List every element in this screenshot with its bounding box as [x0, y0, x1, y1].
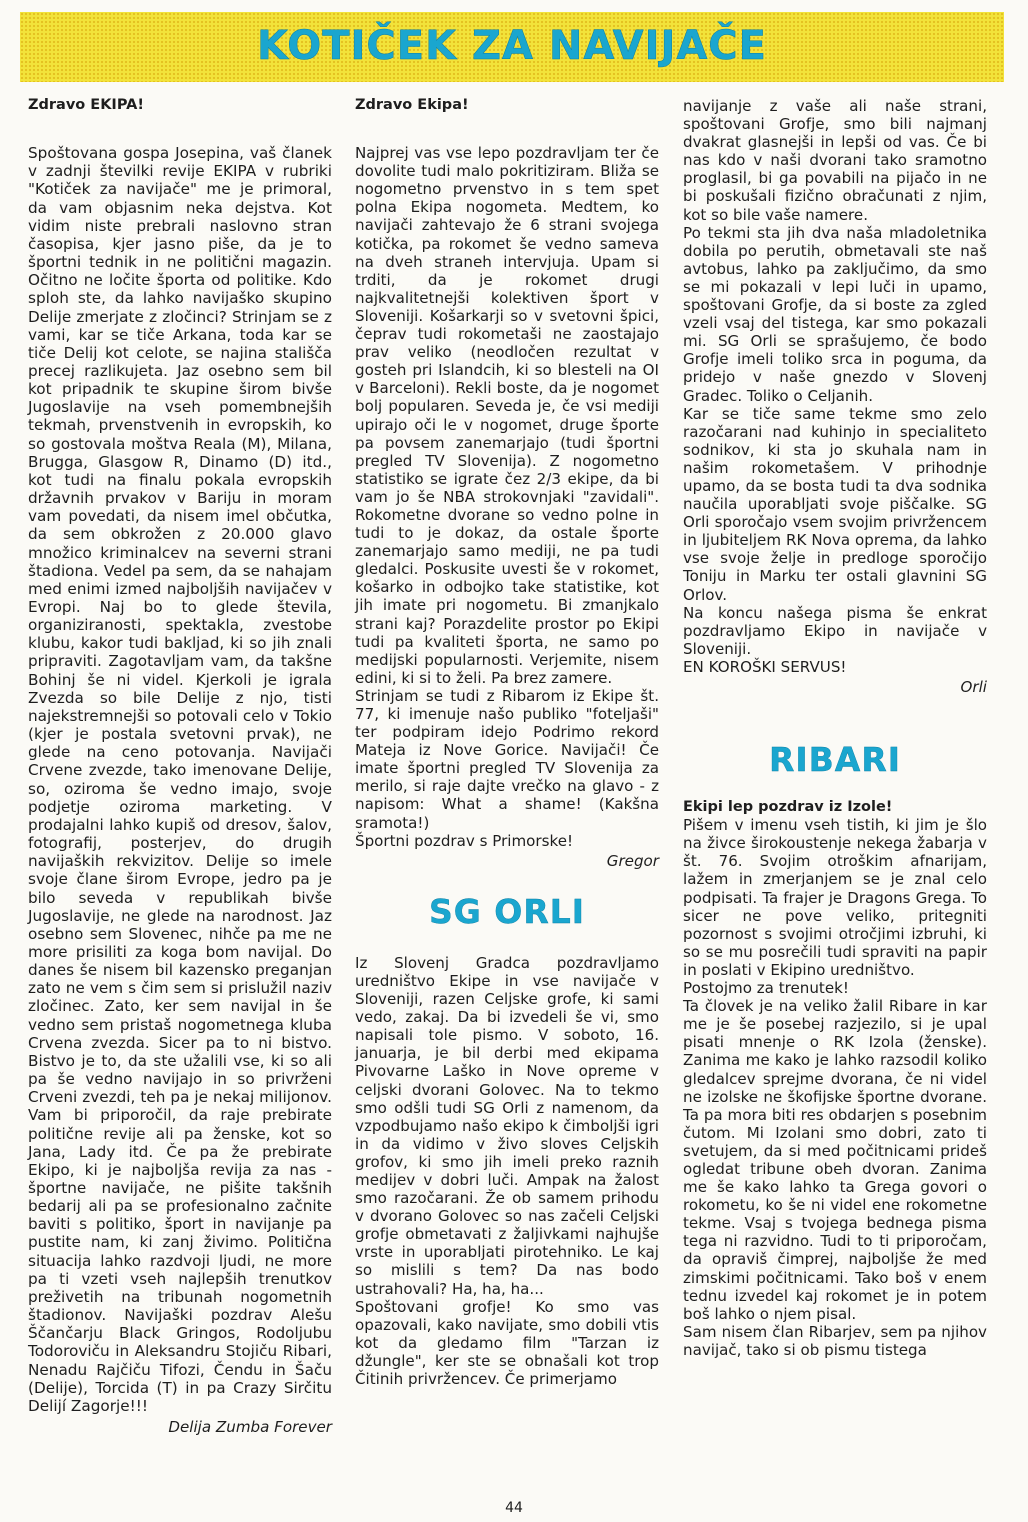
- letter-paragraph: Športni pozdrav s Primorske!: [355, 831, 574, 850]
- letter-greeting: Zdravo Ekipa!: [355, 97, 469, 113]
- section-title-sg-orli: SG ORLI: [428, 891, 586, 931]
- section-title-ribari: RIBARI: [768, 740, 902, 780]
- letter-paragraph: EN KOROŠKI SERVUS!: [683, 657, 847, 676]
- header-banner: [20, 12, 1004, 82]
- letter-paragraph: Spoštovana gospa Josepina, vaš članek v zadnji številki revije EKIPA v rubriki "Kotiček za navijače" me je primoral, da vam objasnim neka dejstva. Kot vidim niste prebrali naslovno stran časopisa, kjer jasno piše, da je to športni tednik in ne politični magazin. Očitno ne ločite športa od politike. Kdo sploh ste, da lahko navijaško skupino Delije zmerjate z zločinci? Strinjam se z vami, kar se tiče Arkana, toda kar se tiče Delij kot celote, se najina stališča precej razlikujeta. Jaz osebno sem bil kot pripadnik te skupine širom bivše Jugoslavije na vseh pomembnejših tekmah, prvenstvenih in evropskih, ko so gostovala moštva Reala (M), Milana, Brugga, Glasgow R, Dinamo (D) itd., kot tudi na finalu pokala evropskih državnih prvakov v Bariju in moram vam povedati, da nisem imel občutka, da sem obkrožen z 20.000 glavo množico kriminalcev na severni strani štadiona. Vedel pa sem, da se nahajam med enimi izmed najboljših navijačev v Evropi. Naj bo to glede števila, organiziranosti, spektakla, zvestobe klubu, kakor tudi bakljad, ki so jih znali pripraviti. Zagotavljam vam, da takšne Bohinj še ni videl. Kjerkoli je igrala Zvezda so bile Delije z njo, tisti najekstremnejši so potovali celo v Tokio (kjer je postala svetovni prvak), ne glede na ceno potovanja. Navijači Crvene zvezde, tako imenovane Delije, so, oziroma še vedno imajo, svoje podjetje oziroma marketing. V prodajalni lahko kupiš od dresov, šalov, fotografij, posterjev, do drugih navijaških rekvizitov. Delije so imele svoje člane širom Evrope, jedro pa je bilo seveda v republikah bivše Jugoslavije, ne glede na narodnost. Jaz osebno sem Slovenec, nihče pa me ne more prisiliti za koga bom navijal. Do danes še nisem bil kazensko preganjan zato ne vem s čim sem si prislužil naziv zločinec. Zato, ker sem navijal in še vedno sem pristaš nogometnega kluba Crvena zvezda. Sicer pa to ni bistvo. Bistvo je to, da ste užalili vse, ki so ali pa še vedno navijajo in so privrženi Crveni zvezdi, teh pa je nekaj milijonov. Vam bi priporočil, da raje prebirate politične revije ali pa ženske, kot so Jana, Lady itd. Če pa že prebirate Ekipo, ki je najboljša revija za nas - športne navijače, ne pišite takšnih bedarij ali pa se profesionalno začnite baviti s politiko, šport in navijanje pa pustite nam, ki zanj živimo. Politična situacija lahko razdvoji ljudi, ne more pa ti vzeti vseh najlepših trenutkov preživetih na tribunah nogometnih štadionov. Navijaški pozdrav Alešu Ščančarju Black Gringos, Rodoljubu Todoroviču in Aleksandru Stojiču Ribari, Nenadu Rajčiču Tifozi, Čendu in Šaču (Delije), Torcida (T) in pa Crazy Sirčitu Delijí Zagorje!!!: [28, 144, 332, 1415]
- letter-paragraph: Kar se tiče same tekme smo zelo razočarani nad kuhinjo in specialiteto sodnikov, ki sta jo skuhala nam in našim rokometašem. V prihodnje upamo, da se bosta tudi ta dva sodnika naučila uporabljati svoje piščalke. SG Orli sporočajo vsem svojim privržencem in ljubiteljem RK Nova oprema, da lahko vse svoje želje in predloge sporočijo Toniju in Marku ter ostali glavnini SG Orlov.: [683, 404, 987, 604]
- letter-paragraph: Najprej vas vse lepo pozdravljam ter če dovolite tudi malo pokritiziram. Bliža se nogometno prvenstvo in s tem spet polna Ekipa nogometa. Medtem, ko navijači zahtevajo že 6 strani svojega kotička, pa rokomet še vedno sameva na dveh straneh intervjuja. Upam si trditi, da je rokomet drugi najkvalitetnejši kolektiven šport v Sloveniji. Košarkarji so v svetovni špici, čeprav tudi rokometaši ne zaostajajo prav veliko (neodločen rezultat v gosteh pri Islandcih, ki so blesteli na OI v Barceloni). Rekli boste, da je nogomet bolj popularen. Seveda je, če vsi mediji upirajo oči le v nogomet, druge športe pa povsem zanemarjajo (tudi športni pregled TV Slovenija). Z nogometno statistiko se igrate čez 2/3 ekipe, da bi vam jo še NBA strokovnjaki "zavidali". Rokometne dvorane so vedno polne in tudi to je dokaz, da ostale športe zanemarjajo samo mediji, ne pa tudi gledalci. Poskusite uvesti še v rokomet, košarko in odbojko take statistike, kot jih imate pri nogometu. Bi zmanjkalo strani kaj? Porazdelite prostor po Ekipi tudi pa kvaliteti športa, ne samo po medijski popularnosti. Verjemite, nisem edini, ki si to želi. Pa brez zamere.: [355, 144, 659, 687]
- letter-paragraph: Pišem v imenu vseh tistih, ki jim je šlo na živce širokoustenje nekega žabarja v št. 76. Svojim otroškim afnarijam, lažem in zmerjanjem se je znal celo podpisati. Ta frajer je Dragons Grega. To sicer ne pove veliko, pritegniti pozornost s svojimi otročjimi izbruhi, ki so se mu posrečili tudi spraviti na papir in poslati v Ekipino uredništvo.: [683, 816, 987, 979]
- letter-paragraph: Na koncu našega pisma še enkrat pozdravljamo Ekipo in navijače v Sloveniji.: [683, 603, 987, 658]
- letter-signature: Orli: [960, 678, 987, 696]
- page-number: 44: [505, 1500, 523, 1516]
- article-column-3: [683, 97, 987, 1359]
- letter-paragraph: navijanje z vaše ali naše strani, spoštovani Grofje, smo bili najmanj dvakrat glasnejši in lepši od vas. Če bi nas kdo v naši dvorani tako sramotno proglasil, bi ga povabili na pijačo in ne bi poskušali fizično obračunati z njim, kot so bile vaše namere.: [683, 97, 987, 224]
- letter-greeting: Ekipi lep pozdrav iz Izole!: [683, 799, 893, 816]
- letter-signature: Gregor: [606, 851, 659, 870]
- article-column-2: [355, 96, 659, 1388]
- letter-paragraph: Iz Slovenj Gradca pozdravljamo uredništvo Ekipe in vse navijače v Sloveniji, razen Celjske grofe, ki sami vedo, zakaj. Da bi izvedeli še vi, smo napisali tole pismo. V soboto, 16. januarja, je bil derbi med ekipama Pivovarne Laško in Nove opreme v celjski dvorani Golovec. Na to tekmo smo odšli tudi SG Orli z namenom, da vzpodbujamo našo ekipo k čimboljši igri in da vidimo v živo sloves Celjskih grofov, ki smo jih imeli preko raznih medijev v dobri luči. Ampak na žalost smo razočarani. Že ob samem prihodu v dvorano Golovec so nas začeli Celjski grofje obmetavati z žaljivkami najhujše vrste in uporabljati pirotehniko. Le kaj so mislili s tem? Da nas bodo ustrahovali? Ha, ha, ha...: [355, 953, 659, 1298]
- letter-paragraph: Strinjam se tudi z Ribarom iz Ekipe št. 77, ki imenuje našo publiko "foteljaši" ter podpiram idejo Podrimo rekord Mateja iz Nove Gorice. Navijači! Če imate športni pregled TV Slovenija za merilo, si raje dajte vrečko na glavo - z napisom: What a shame! (Kakšna sramota!): [355, 686, 659, 832]
- letter-paragraph: Po tekmi sta jih dva naša mladoletnika dobila po perutih, obmetavali ste naš avtobus, lahko pa zaključimo, da smo se mi pokazali v lepi luči in upamo, spoštovani Grofje, da si boste za zgled vzeli vsaj del tistega, kar smo pokazali mi. SG Orli se sprašujemo, če bodo Grofje imeli toliko srca in poguma, da pridejo v naše gnezdo v Slovenj Gradec. Toliko o Celjanih.: [683, 223, 987, 405]
- letter-greeting: Zdravo EKIPA!: [28, 97, 144, 113]
- letter-paragraph: Ta človek je na veliko žalil Ribare in kar me je še posebej razjezilo, si je upal pisati mnenje o RK Izola (ženske). Zanima me kako je lahko razsodil koliko gledalcev sprejme dvorana, če ni videl ne izolske ne škofijske športne dvorane. Ta pa mora biti res obdarjen s posebnim čutom. Mi Izolani smo dobri, zato ti svetujem, da si med počitnicami prideš ogledat tribune obeh dvoran. Zanima me še kako lahko ta Grega govori o rokometu, ko še ni videl ene rokometne tekme. Vsaj s tvojega bednega pisma tega ni razvidno. Tudi to ti priporočam, da opraviš čimprej, najboljše že med zimskimi počitnicami. Tako boš v enem tednu izvedel kaj rokomet je in potem boš lahko o njem pisal.: [683, 997, 987, 1323]
- letter-signature: Delija Zumba Forever: [168, 1418, 332, 1437]
- letter-paragraph: Postojmo za trenutek!: [683, 979, 849, 998]
- letter-paragraph: Sam nisem član Ribarjev, sem pa njihov navijač, tako si ob pismu tistega: [683, 1322, 987, 1359]
- page-title: KOTIČEK ZA NAVIJAČE: [257, 23, 767, 69]
- letter-paragraph: Spoštovani grofje! Ko smo vas opazovali, kako navijate, smo dobili vtis kot da gledamo film "Tarzan iz džungle", ker ste se obnašali kot trop Čitinih privržencev. Če primerjamo: [355, 1297, 659, 1388]
- article-column-1: [28, 96, 332, 1436]
